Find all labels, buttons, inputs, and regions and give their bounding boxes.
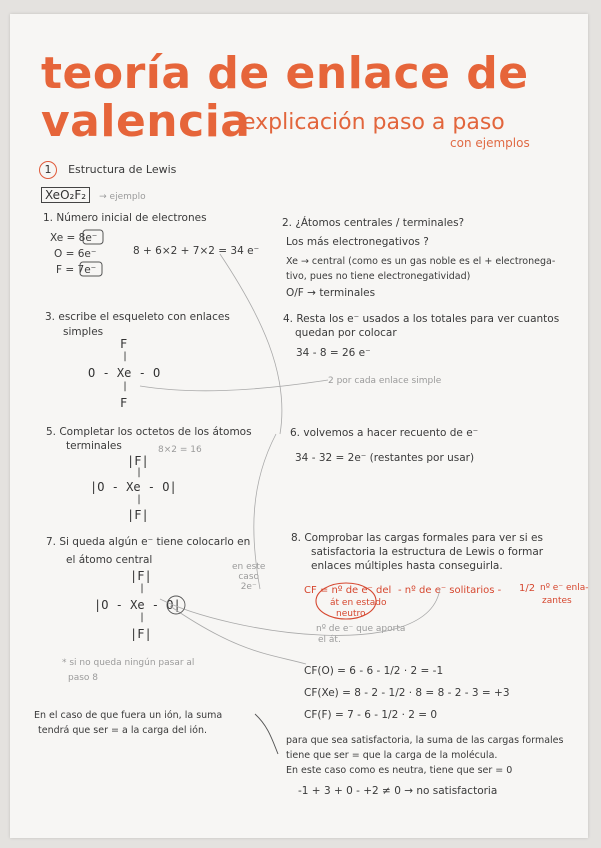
s2-line4: O/F → terminales [286, 287, 376, 299]
s3-f-bot: F [120, 396, 128, 410]
s7-bond-top: | [139, 583, 146, 594]
s1-row-xe: Xe = 8e⁻ [50, 232, 98, 244]
s8-cf-o: CF(O) = 6 - 6 - 1/2 · 2 = -1 [304, 665, 444, 677]
s4-note: 2 por cada enlace simple [328, 376, 442, 386]
s7-pencil-line1: en este [232, 562, 266, 572]
s8-concl1: para que sea satisfactoria, la suma de las cargas formales [286, 735, 564, 746]
s7-heading2: el átomo central [66, 554, 153, 566]
step-number: 1 [39, 161, 57, 179]
s1-row-o: O = 6e⁻ [54, 248, 97, 260]
s8-formula-b: - nº de e⁻ solitarios - [398, 585, 502, 596]
s2-line1: Los más electronegativos ? [286, 236, 429, 248]
s7-mid: |O - Xe - O| [94, 598, 181, 612]
s8-cf-f: CF(F) = 7 - 6 - 1/2 · 2 = 0 [304, 709, 438, 721]
title-line1: teoría de enlace de [41, 48, 529, 99]
s7-footnote2: paso 8 [68, 673, 99, 683]
s7-bond-bot: | [139, 612, 146, 623]
s1-box-xe [83, 230, 103, 244]
s8-circle-text2: neutro [336, 609, 366, 619]
s5-mid: |O - Xe - O| [90, 480, 177, 494]
example-formula: XeO₂F₂ [41, 187, 90, 203]
s3-heading2: simples [63, 326, 104, 338]
s3-mid: O - Xe - O [88, 366, 161, 380]
annotation-strokes [10, 14, 588, 838]
s8-formula-d: nº e⁻ enla- [540, 583, 589, 593]
s2-line2: Xe → central (como es un gas noble es el + electronega- [286, 256, 556, 267]
subtitle-sub: con ejemplos [450, 136, 530, 150]
arrow-s5-s7 [254, 434, 276, 589]
title-line2: valencia [41, 96, 251, 147]
s5-f-top: |F| [127, 454, 149, 468]
s1-row-f: F = 7e⁻ [56, 264, 97, 276]
s2-line3: tivo, pues no tiene electronegatividad) [286, 271, 471, 282]
s7-pencil-line3: 2e⁻ [240, 582, 257, 592]
subtitle: explicación paso a paso [242, 110, 505, 135]
s8-concl3: En este caso como es neutra, tiene que ser = 0 [286, 765, 513, 776]
s8-heading3: enlaces múltiples hasta conseguirla. [311, 560, 503, 572]
s3-bond-top: | [122, 351, 129, 362]
s8-circle-text1: át en estado [330, 598, 387, 608]
arrow-s7-cf [170, 606, 306, 664]
s8-formula-e: zantes [542, 596, 572, 606]
s6-heading: 6. volvemos a hacer recuento de e⁻ [290, 427, 479, 439]
s7-pencil-line2: caso [238, 572, 260, 582]
s3-f-top: F [120, 337, 128, 351]
notes-page [10, 14, 588, 838]
s7-f-top: |F| [130, 569, 152, 583]
s7-circle-o [167, 596, 185, 614]
s7-footnote1: * si no queda ningún pasar al [62, 658, 195, 668]
ion-note1: En el caso de que fuera un ión, la suma [34, 710, 223, 721]
s7-heading1: 7. Si queda algún e⁻ tiene colocarlo en [46, 536, 251, 548]
arrow-s3-s4 [140, 380, 328, 391]
s8-cf-xe: CF(Xe) = 8 - 2 - 1/2 · 8 = 8 - 2 - 3 = +3 [304, 687, 510, 699]
s4-heading2: quedan por colocar [295, 327, 397, 339]
s4-heading1: 4. Resta los e⁻ usados a los totales para ver cuantos [283, 313, 560, 325]
s8-heading2: satisfactoria la estructura de Lewis o formar [311, 546, 544, 558]
s8-heading1: 8. Comprobar las cargas formales para ver si es [291, 532, 543, 544]
s8-pencil2: el át. [318, 635, 341, 645]
s5-bond-top: | [136, 467, 143, 478]
s1-sum: 8 + 6×2 + 7×2 = 34 e⁻ [133, 245, 260, 257]
s8-pencil1: nº de e⁻ que aporta [316, 624, 406, 634]
s8-formula-c: 1/2 [519, 583, 536, 594]
s3-heading1: 3. escribe el esqueleto con enlaces [45, 311, 230, 323]
s7-f-bot: |F| [130, 627, 152, 641]
arrow-ion-note [255, 714, 278, 754]
s1-heading: 1. Número inicial de electrones [43, 212, 207, 224]
s8-final: -1 + 3 + 0 - +2 ≠ 0 → no satisfactoria [298, 785, 498, 797]
arrow-s1-s4 [220, 254, 282, 434]
s5-note: 8×2 = 16 [158, 445, 202, 455]
step1-label: Estructura de Lewis [68, 163, 177, 176]
s3-bond-bot: | [122, 381, 129, 392]
s1-box-f [80, 262, 102, 276]
arrow-s7-formula [160, 588, 440, 635]
s8-circle [316, 583, 376, 619]
s5-f-bot: |F| [127, 508, 149, 522]
s5-heading1: 5. Completar los octetos de los átomos [46, 426, 252, 438]
s5-bond-bot: | [136, 494, 143, 505]
s8-concl2: tiene que ser = que la carga de la molécula. [286, 750, 498, 761]
s6-calc: 34 - 32 = 2e⁻ (restantes por usar) [295, 452, 475, 464]
s5-heading2: terminales [66, 440, 122, 452]
s8-formula-a: CF = nº de e⁻ del [304, 585, 392, 596]
ion-note2: tendrá que ser = a la carga del ión. [38, 725, 207, 736]
example-note: → ejemplo [99, 192, 146, 202]
s2-heading: 2. ¿Átomos centrales / terminales? [282, 217, 465, 229]
s4-calc: 34 - 8 = 26 e⁻ [296, 347, 371, 359]
